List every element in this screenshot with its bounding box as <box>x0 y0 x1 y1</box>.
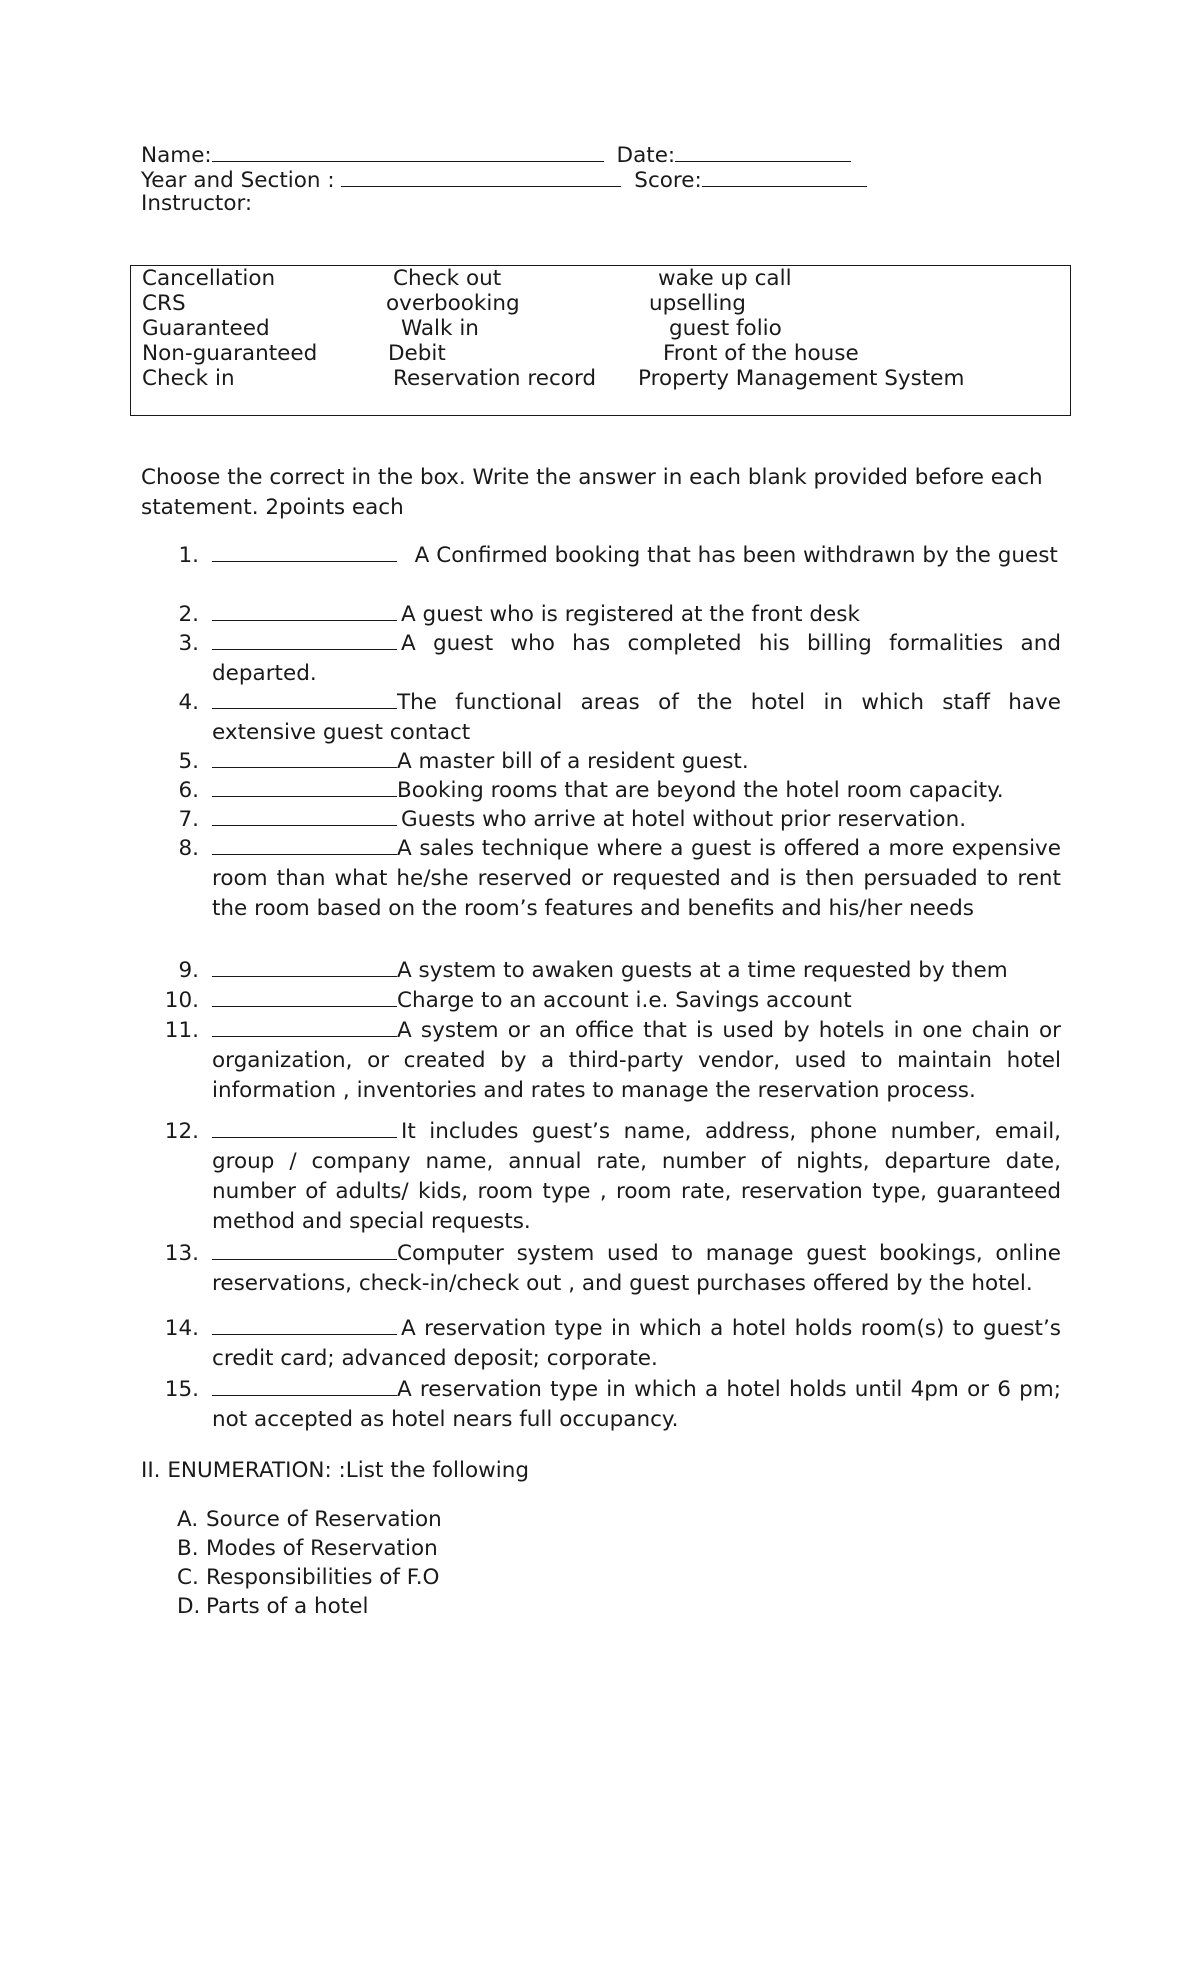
answer-blank[interactable] <box>212 747 397 768</box>
word-wake-up-call: wake up call <box>658 266 792 291</box>
answer-blank[interactable] <box>212 956 397 977</box>
enumeration-item <box>141 1534 438 1563</box>
word-crs: CRS <box>142 291 186 316</box>
question-item <box>141 688 1061 748</box>
question-item <box>141 1117 1061 1237</box>
question-number: 5. <box>178 749 199 774</box>
year-score-line <box>141 166 867 194</box>
enumeration-letter: B. <box>177 1536 199 1561</box>
question-text: A reservation type in which a hotel holds room(s) to guest’s credit card; advanced deposit; corporate. <box>212 1316 1061 1371</box>
question-item <box>141 1016 1061 1106</box>
instructor-label: Instructor: <box>141 191 253 216</box>
question-item <box>141 1375 1061 1435</box>
question-item <box>141 776 1061 806</box>
question-number: 8. <box>178 836 199 861</box>
word-debit: Debit <box>388 341 446 366</box>
enumeration-item <box>141 1505 442 1534</box>
answer-blank[interactable] <box>212 1314 397 1335</box>
word-check-in: Check in <box>142 366 235 391</box>
score-blank[interactable] <box>702 166 867 187</box>
word-guest-folio: guest folio <box>669 316 782 341</box>
question-number: 14. <box>164 1316 199 1341</box>
enumeration-item <box>141 1592 368 1621</box>
answer-blank[interactable] <box>212 1117 397 1138</box>
question-number: 3. <box>178 631 199 656</box>
question-item <box>141 600 1061 630</box>
question-number: 13. <box>164 1241 199 1266</box>
question-item <box>141 747 1061 777</box>
answer-blank[interactable] <box>212 629 397 650</box>
answer-blank[interactable] <box>212 600 397 621</box>
answer-blank[interactable] <box>212 805 397 826</box>
word-check-out: Check out <box>393 266 502 291</box>
question-text: A master bill of a resident guest. <box>397 749 749 774</box>
question-item <box>141 986 1061 1016</box>
enumeration-item <box>141 1563 439 1592</box>
question-text: The functional areas of the hotel in which staff have extensive guest contact <box>212 690 1061 745</box>
question-text: A guest who has completed his billing formalities and departed. <box>212 631 1061 686</box>
question-item <box>141 805 1061 835</box>
word-bank-box <box>130 265 1071 416</box>
word-front-of-the-house: Front of the house <box>663 341 859 366</box>
word-upselling: upselling <box>649 291 746 316</box>
question-item <box>141 956 1061 986</box>
question-text: A system or an office that is used by hotels in one chain or organization, or created by a third-party vendor, used to maintain hotel information , inventories and rates to manage the reservation process. <box>212 1018 1061 1103</box>
question-text: A system to awaken guests at a time requested by them <box>397 958 1008 983</box>
enumeration-title: II. ENUMERATION: :List the following <box>141 1458 529 1483</box>
question-item <box>141 1239 1061 1299</box>
word-guaranteed: Guaranteed <box>142 316 270 341</box>
word-overbooking: overbooking <box>386 291 520 316</box>
instructor-line <box>141 191 252 217</box>
question-number: 15. <box>164 1377 199 1402</box>
answer-blank[interactable] <box>212 1375 397 1396</box>
year-section-blank[interactable] <box>341 166 621 187</box>
year-section-label: Year and Section : <box>141 168 335 193</box>
question-number: 7. <box>178 807 199 832</box>
enumeration-text: Parts of a hotel <box>206 1594 369 1619</box>
question-number: 12. <box>164 1119 199 1144</box>
question-number: 10. <box>164 988 199 1013</box>
question-text: A reservation type in which a hotel holds until 4pm or 6 pm; not accepted as hotel nears full occupancy. <box>212 1377 1061 1432</box>
name-blank[interactable] <box>212 141 604 162</box>
answer-blank[interactable] <box>212 834 397 855</box>
answer-blank[interactable] <box>212 688 397 709</box>
question-text: A guest who is registered at the front desk <box>401 602 860 627</box>
question-text: Computer system used to manage guest bookings, online reservations, check-in/check out , and guest purchases offered by the hotel. <box>212 1241 1061 1296</box>
question-number: 4. <box>178 690 199 715</box>
word-property-management-system: Property Management System <box>638 366 965 391</box>
enumeration-text: Modes of Reservation <box>206 1536 438 1561</box>
question-number: 2. <box>178 602 199 627</box>
score-label: Score: <box>634 168 702 193</box>
name-label: Name: <box>141 143 212 168</box>
answer-blank[interactable] <box>212 776 397 797</box>
question-text: A sales technique where a guest is offered a more expensive room than what he/she reserved or requested and is then persuaded to rent the room based on the room’s features and benefits and his/her needs <box>212 836 1061 921</box>
date-label: Date: <box>616 143 676 168</box>
question-item <box>141 834 1061 924</box>
question-text: Charge to an account i.e. Savings account <box>397 988 852 1013</box>
question-item <box>141 629 1061 689</box>
answer-blank[interactable] <box>212 1239 397 1260</box>
question-number: 6. <box>178 778 199 803</box>
question-text: Booking rooms that are beyond the hotel room capacity. <box>397 778 1004 803</box>
instructions: Choose the correct in the box. Write the answer in each blank provided before each statement. 2points each <box>141 465 1043 520</box>
question-number: 1. <box>178 543 199 568</box>
question-text: A Confirmed booking that has been withdrawn by the guest <box>414 543 1058 568</box>
answer-blank[interactable] <box>212 1016 397 1037</box>
word-reservation-record: Reservation record <box>393 366 597 391</box>
answer-blank[interactable] <box>212 541 397 562</box>
enumeration-letter: C. <box>177 1565 199 1590</box>
question-item <box>141 1314 1061 1374</box>
answer-blank[interactable] <box>212 986 397 1007</box>
question-number: 9. <box>178 958 199 983</box>
enumeration-text: Source of Reservation <box>206 1507 442 1532</box>
word-non-guaranteed: Non-guaranteed <box>142 341 318 366</box>
enumeration-letter: A. <box>177 1507 199 1532</box>
question-number: 11. <box>164 1018 199 1043</box>
enumeration-letter: D. <box>177 1594 201 1619</box>
name-date-line <box>141 141 851 169</box>
question-text: It includes guest’s name, address, phone number, email, group / company name, annual rate, number of nights, departure date, number of adults/ kids, room type , room rate, reservation type, guaranteed method and special requests. <box>212 1119 1061 1234</box>
enumeration-text: Responsibilities of F.O <box>206 1565 440 1590</box>
word-walk-in: Walk in <box>401 316 479 341</box>
question-text: Guests who arrive at hotel without prior reservation. <box>401 807 967 832</box>
question-item <box>141 541 1061 571</box>
word-cancellation: Cancellation <box>142 266 276 291</box>
date-blank[interactable] <box>675 141 851 162</box>
